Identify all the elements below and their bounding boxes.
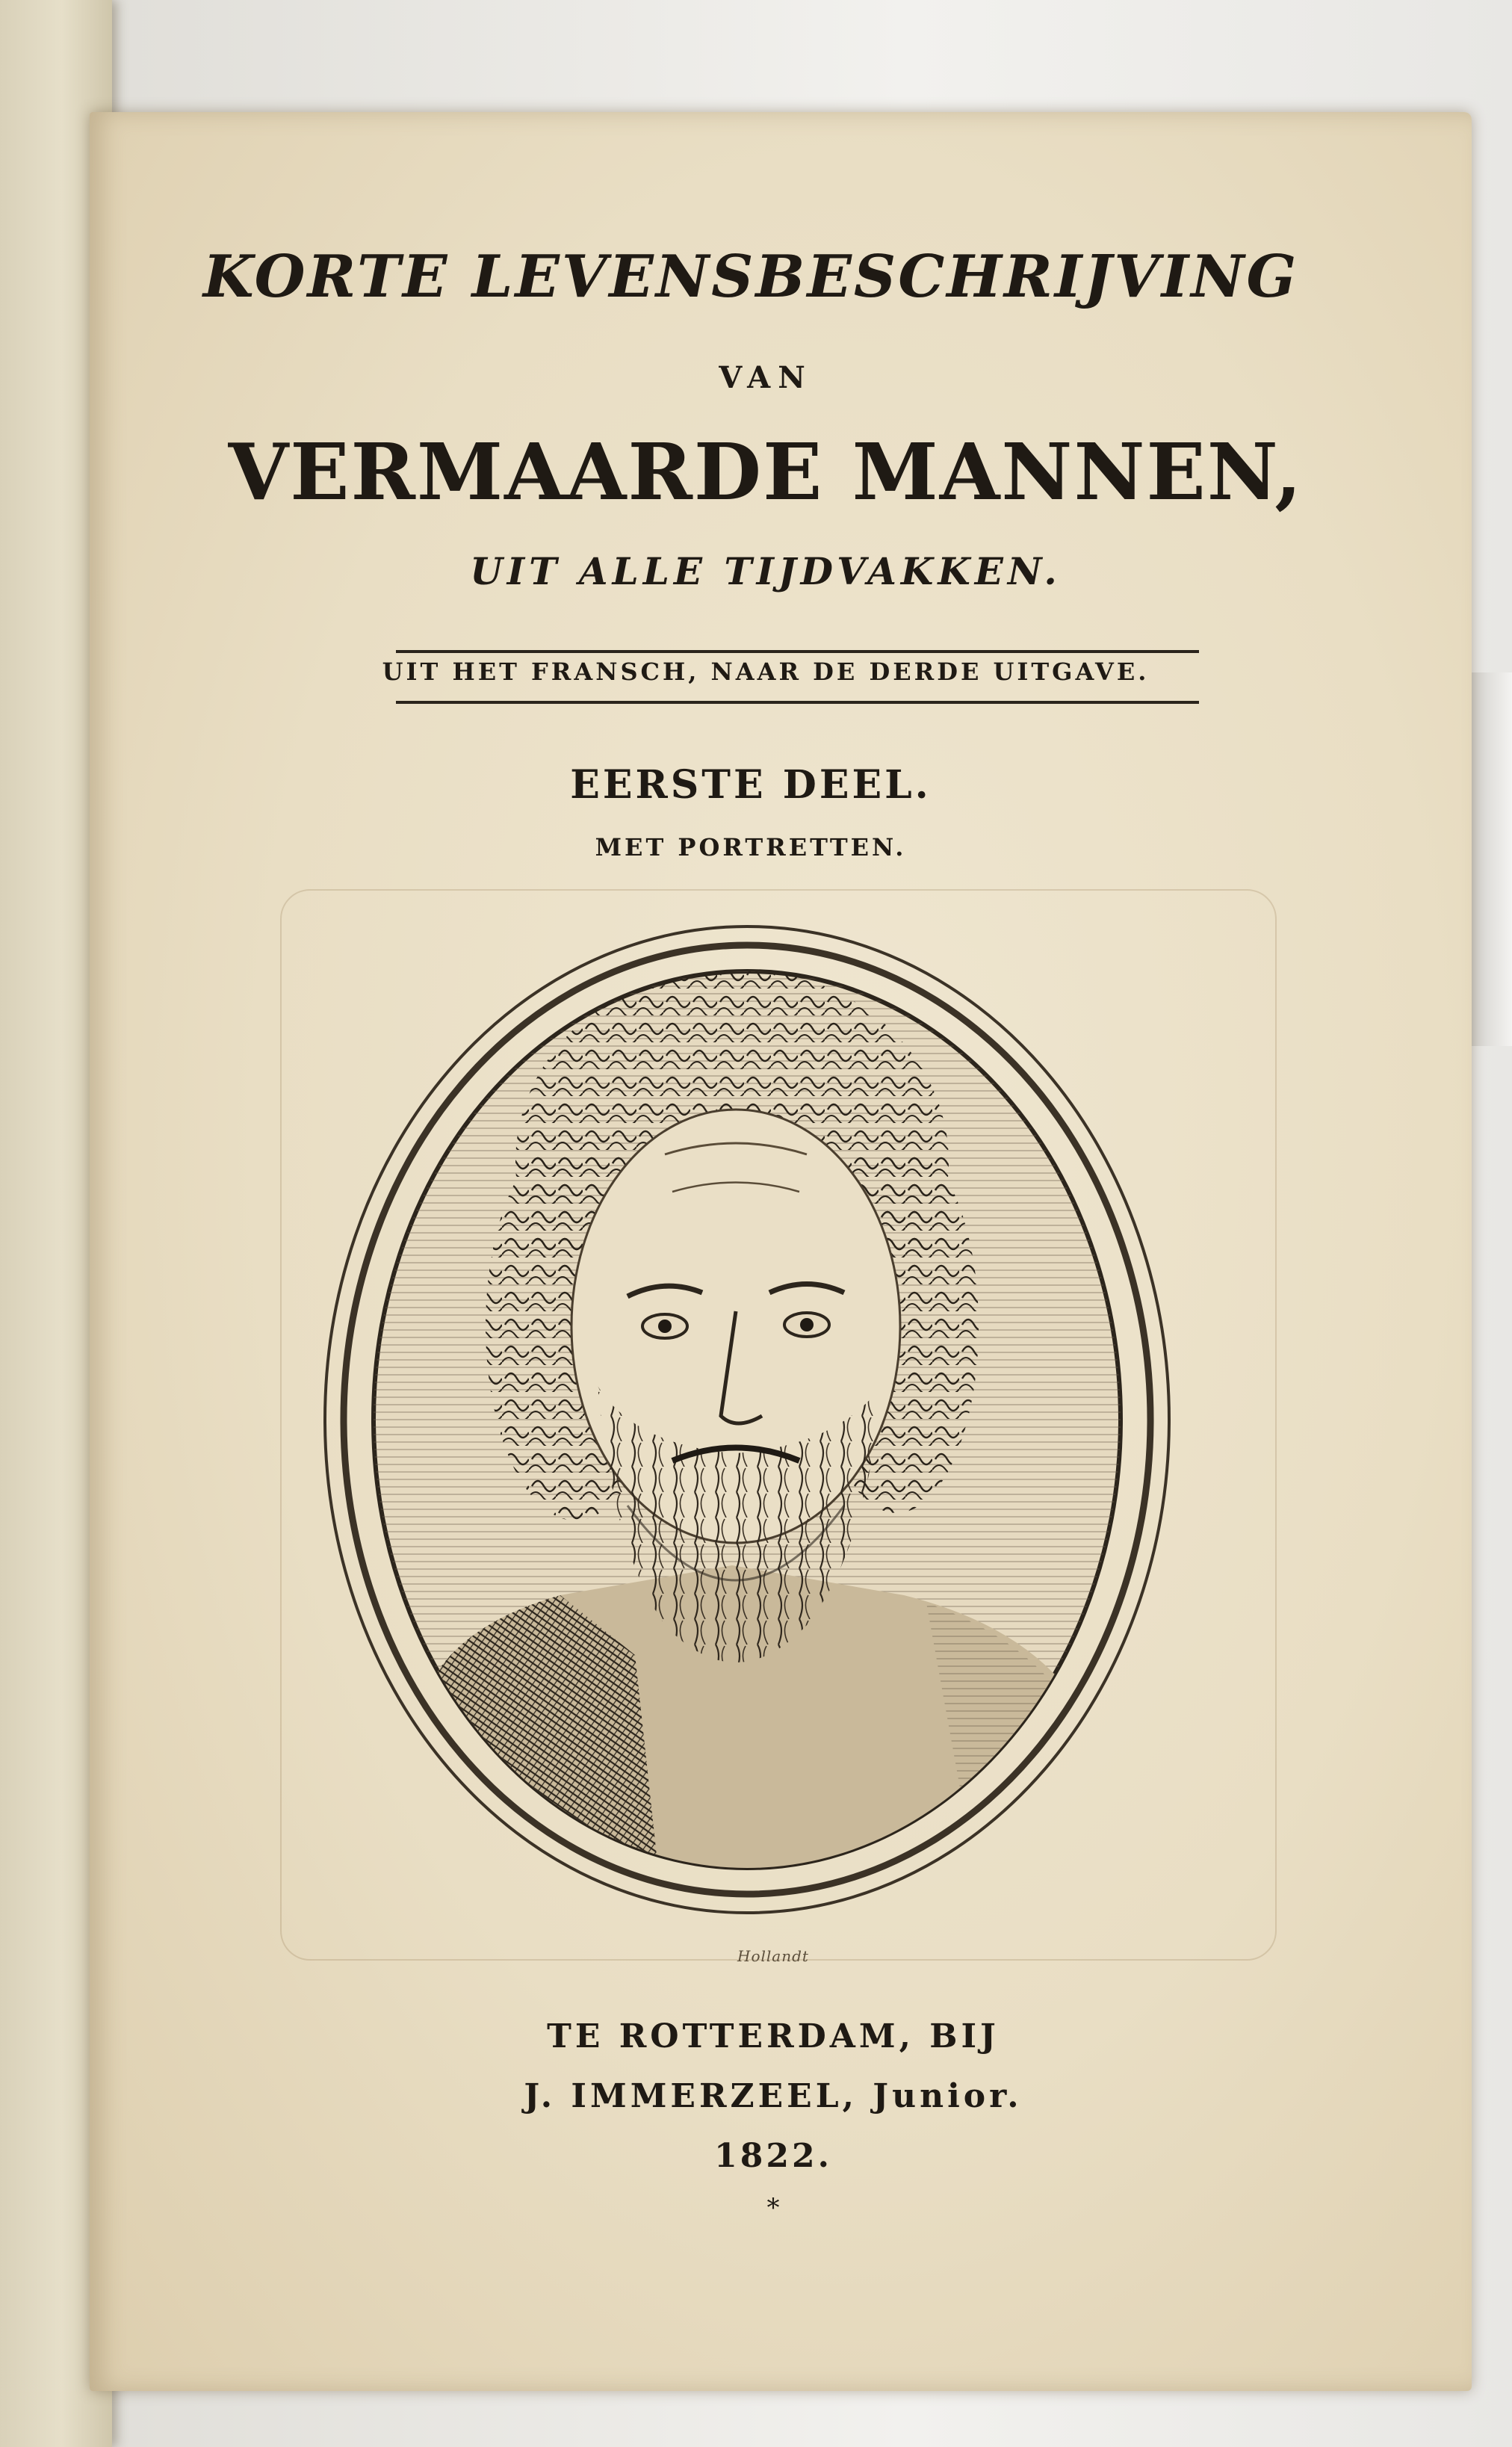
imprint-year: 1822. bbox=[714, 2137, 832, 2175]
portraits-note: MET PORTRETTEN. bbox=[595, 833, 907, 861]
divider-rule-bottom bbox=[396, 701, 1199, 704]
divider-rule-top bbox=[396, 650, 1199, 653]
title-line-1: KORTE LEVENSBESCHRIJVING bbox=[202, 243, 1299, 311]
title-line-2: VAN bbox=[719, 360, 813, 395]
signature-mark: * bbox=[766, 2193, 780, 2223]
engraver-signature: Hollandt bbox=[737, 1947, 809, 1965]
imprint-publisher: J. IMMERZEEL, Junior. bbox=[524, 2077, 1023, 2115]
title-page bbox=[90, 112, 1472, 2391]
main-title: VERMAARDE MANNEN, bbox=[228, 426, 1304, 518]
imprint-city: TE ROTTERDAM, BIJ bbox=[547, 2017, 1000, 2055]
subtitle: UIT ALLE TIJDVAKKEN. bbox=[470, 549, 1062, 593]
volume-label: EERSTE DEEL. bbox=[570, 762, 932, 808]
translation-note: UIT HET FRANSCH, NAAR DE DERDE UITGAVE. bbox=[382, 658, 1150, 686]
engraved-portrait-image bbox=[314, 908, 1180, 1931]
background-right-edge bbox=[1467, 672, 1512, 1046]
